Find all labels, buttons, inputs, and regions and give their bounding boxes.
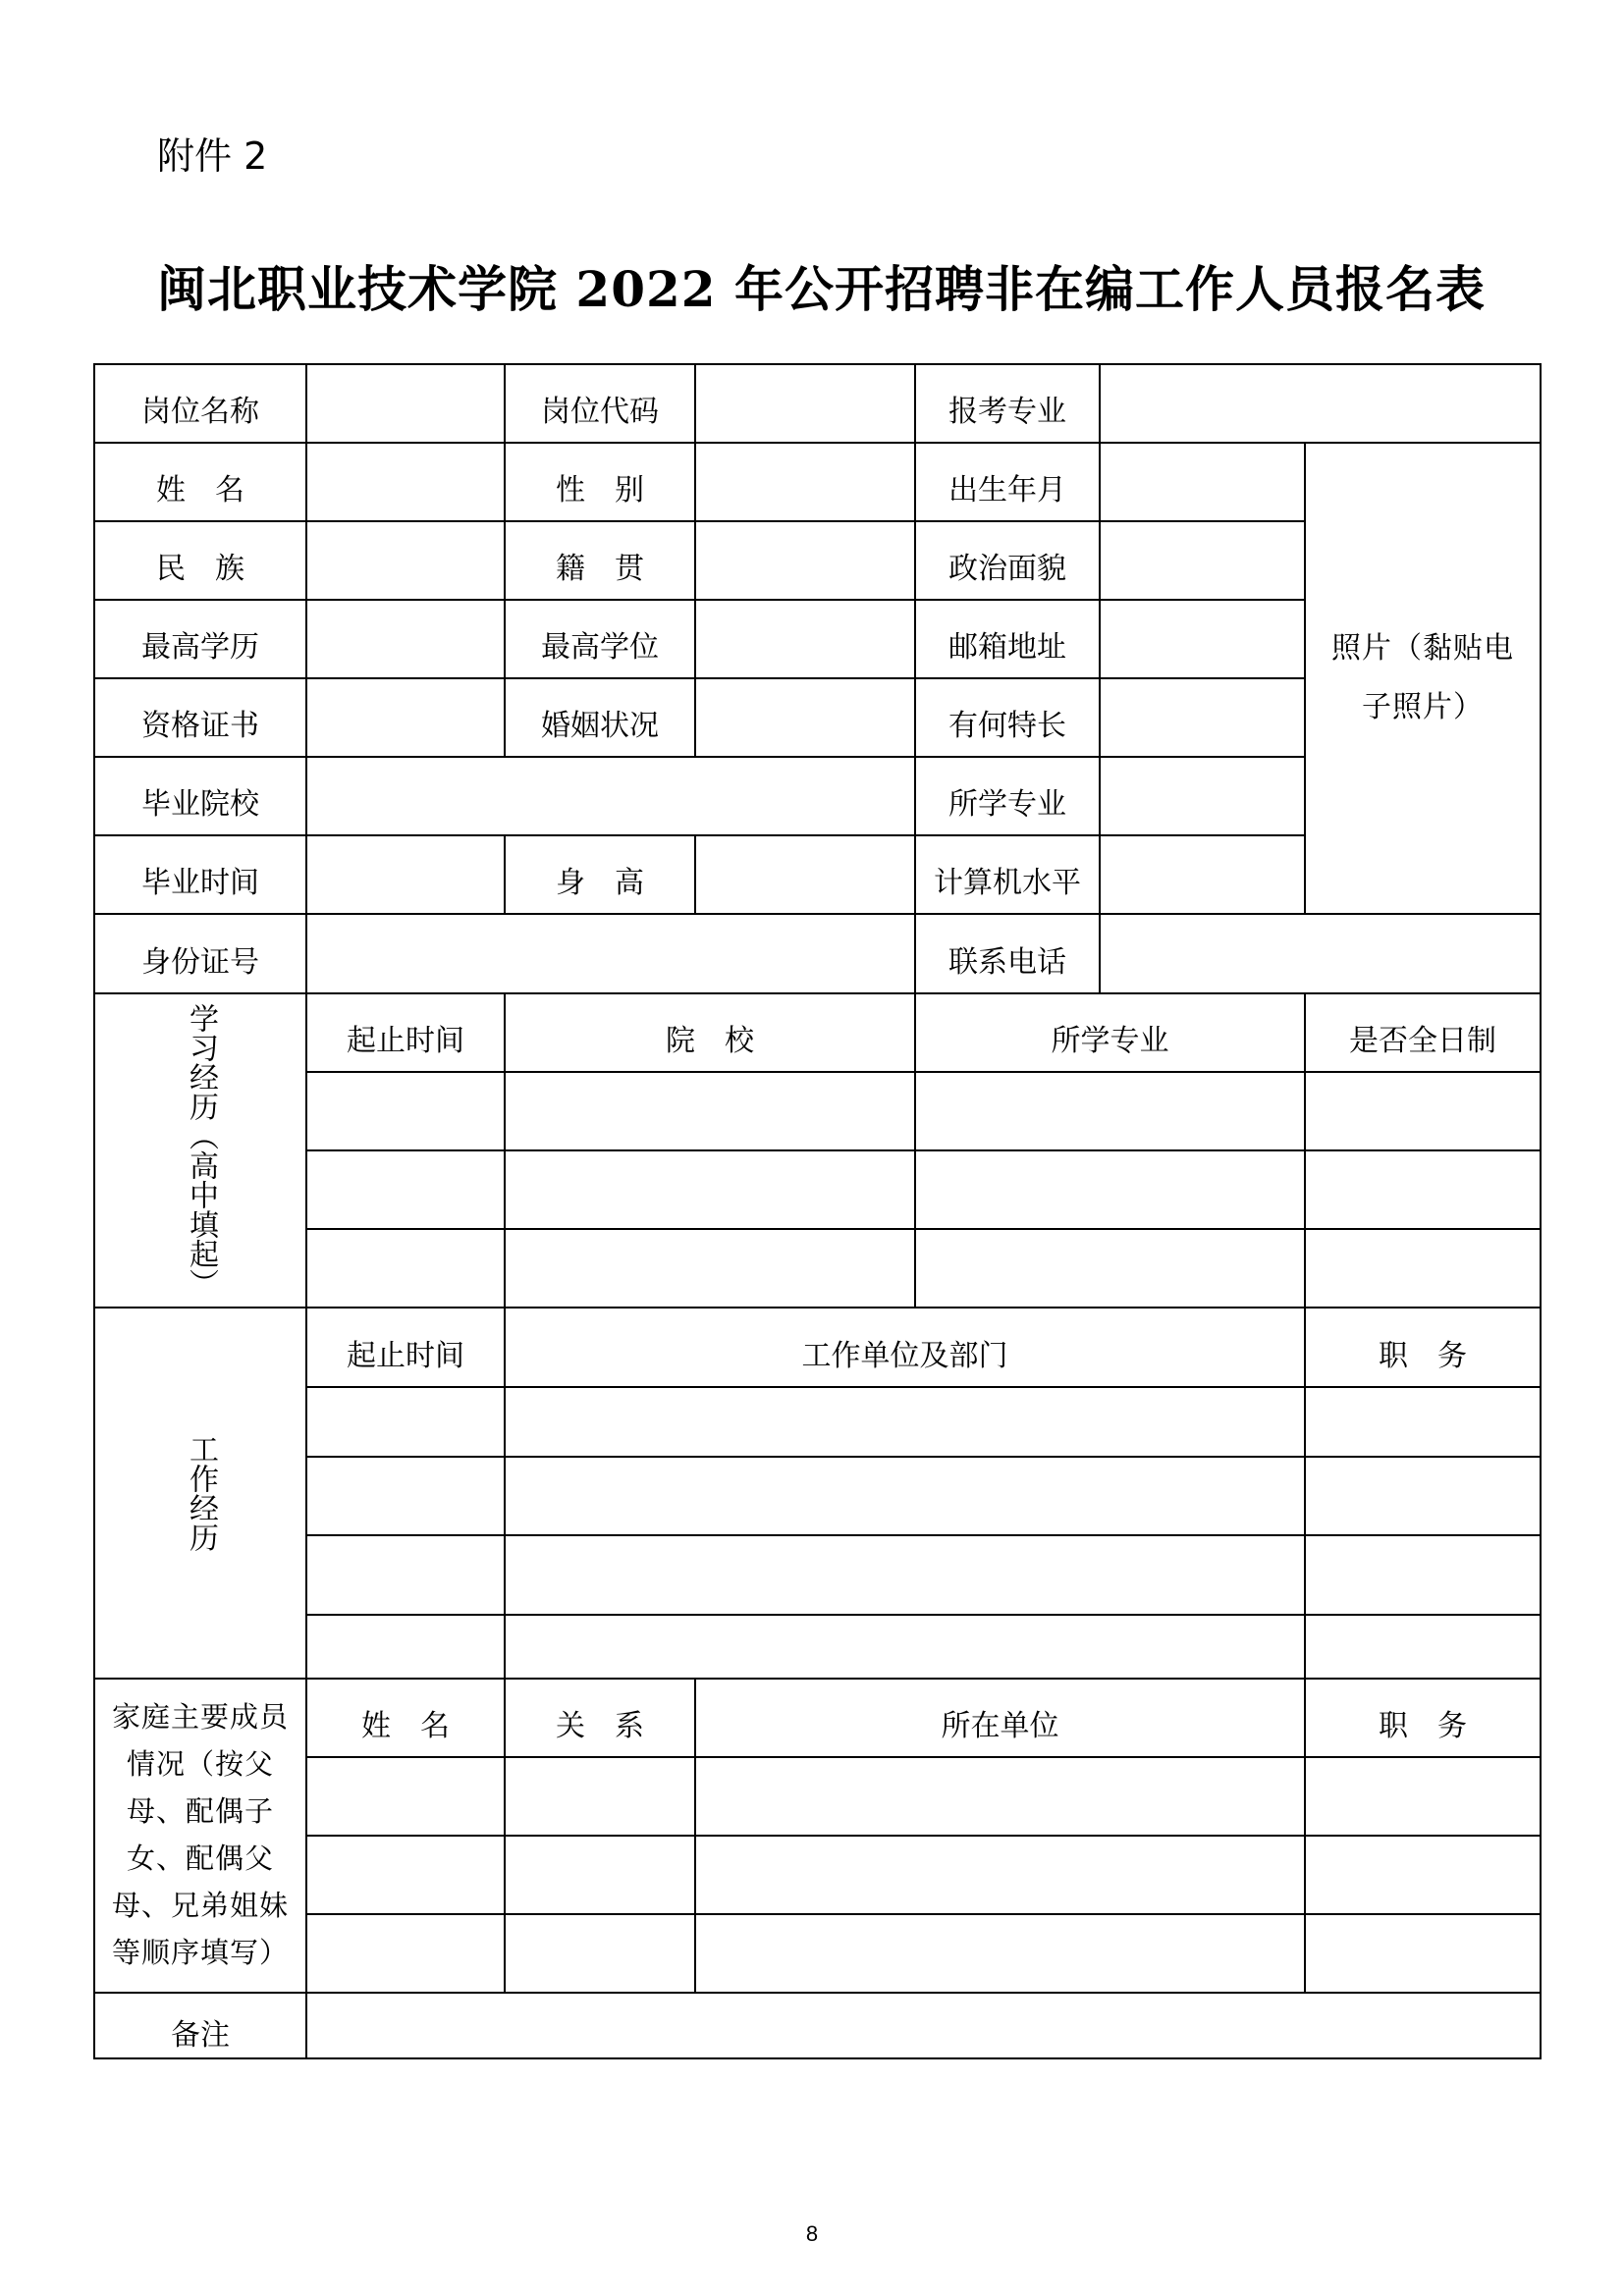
field-gender[interactable] (695, 443, 915, 521)
label-major: 所学专业 (948, 786, 1066, 822)
label-name: 姓 名 (156, 472, 244, 507)
family-header-name: 姓 名 (361, 1708, 450, 1743)
label-political: 政治面貌 (948, 551, 1066, 586)
field-name[interactable] (306, 443, 505, 521)
field-remarks[interactable] (306, 1993, 1541, 2058)
work-header-position: 职 务 (1379, 1338, 1467, 1373)
photo-placeholder[interactable]: 照片（黏贴电子照片） (1331, 631, 1514, 724)
field-education[interactable] (306, 600, 505, 678)
study-header-fulltime: 是否全日制 (1349, 1023, 1496, 1058)
field-specialty[interactable] (1100, 678, 1305, 757)
section-work-text: 工作经历 (184, 1434, 218, 1552)
study-header-period: 起止时间 (347, 1023, 464, 1058)
field-grad-time[interactable] (306, 835, 505, 914)
label-school: 毕业院校 (141, 786, 259, 822)
label-gender: 性 别 (556, 472, 644, 507)
study-header-school: 院 校 (666, 1023, 754, 1058)
label-remarks: 备注 (171, 2017, 230, 2053)
field-marital[interactable] (695, 678, 915, 757)
field-birth[interactable] (1100, 443, 1305, 521)
label-post-name: 岗位名称 (141, 394, 259, 429)
page-number: 8 (805, 2221, 819, 2246)
field-ethnicity[interactable] (306, 521, 505, 600)
label-major-applied: 报考专业 (948, 394, 1066, 429)
field-post-name[interactable] (306, 364, 505, 443)
work-header-employer: 工作单位及部门 (801, 1338, 1008, 1373)
label-height: 身 高 (556, 865, 644, 900)
field-native-place[interactable] (695, 521, 915, 600)
field-major[interactable] (1100, 757, 1305, 835)
label-phone: 联系电话 (948, 944, 1066, 980)
field-computer[interactable] (1100, 835, 1305, 914)
section-work-label (94, 1308, 306, 1679)
family-header-employer: 所在单位 (941, 1708, 1059, 1743)
section-study-text: 学习经历（高中填起） (184, 1003, 218, 1298)
label-specialty: 有何特长 (948, 708, 1066, 743)
field-school[interactable] (306, 757, 915, 835)
field-height[interactable] (695, 835, 915, 914)
label-id-no: 身份证号 (141, 944, 259, 980)
field-phone[interactable] (1100, 914, 1541, 993)
field-post-code[interactable] (695, 364, 915, 443)
field-political[interactable] (1100, 521, 1305, 600)
family-header-position: 职 务 (1379, 1708, 1467, 1743)
attachment-label: 附件 2 (157, 134, 268, 178)
field-email[interactable] (1100, 600, 1305, 678)
field-degree[interactable] (695, 600, 915, 678)
family-header-relation: 关 系 (556, 1708, 644, 1743)
study-header-major: 所学专业 (1051, 1023, 1169, 1058)
field-id-no[interactable] (306, 914, 915, 993)
work-header-period: 起止时间 (347, 1338, 464, 1373)
section-study-label (94, 993, 306, 1308)
label-degree: 最高学位 (541, 629, 659, 665)
label-ethnicity: 民 族 (156, 551, 244, 586)
label-grad-time: 毕业时间 (141, 865, 259, 900)
label-education: 最高学历 (141, 629, 259, 665)
label-marital: 婚姻状况 (541, 708, 659, 743)
label-email: 邮箱地址 (948, 629, 1066, 665)
field-major-applied[interactable] (1100, 364, 1541, 443)
form-title: 闽北职业技术学院 2022 年公开招聘非在编工作人员报名表 (157, 260, 1486, 318)
label-certificate: 资格证书 (141, 708, 259, 743)
label-computer: 计算机水平 (934, 865, 1081, 900)
label-post-code: 岗位代码 (541, 394, 659, 429)
field-certificate[interactable] (306, 678, 505, 757)
label-native-place: 籍 贯 (556, 551, 644, 586)
section-family-label: 家庭主要成员情况（按父母、配偶子女、配偶父母、兄弟姐妹等顺序填写） (111, 1700, 289, 1969)
label-birth: 出生年月 (948, 472, 1066, 507)
